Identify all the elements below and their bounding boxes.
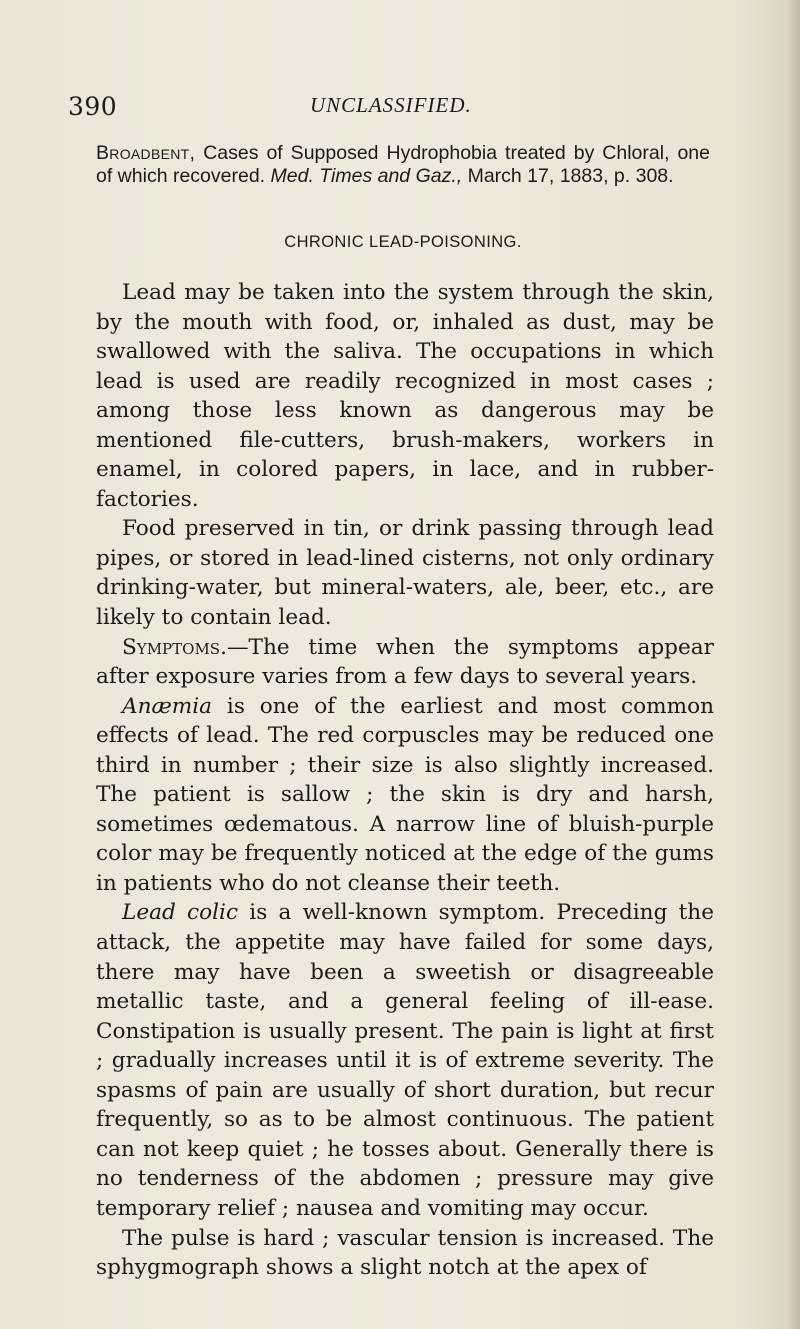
running-head: UNCLASSIFIED. bbox=[310, 93, 472, 117]
paragraph-lead-colic bbox=[96, 898, 714, 1223]
paragraph-pulse: The pulse is hard ; vascular tension is increased. The sphygmograph shows a slight notch at the apex of bbox=[96, 1225, 714, 1281]
citation-title: Cases of Supposed Hydrophobia treated by Chloral, one of which recovered. bbox=[96, 142, 710, 187]
body-text bbox=[96, 278, 714, 1283]
citation-source: Med. Times and Gaz., bbox=[270, 165, 463, 187]
symptoms-lead: Symptoms. bbox=[122, 634, 227, 660]
page-header bbox=[68, 92, 728, 126]
symptoms-text: —The time when the symptoms appear after exposure varies from a few days to several years. bbox=[96, 634, 714, 690]
bibliographic-citation bbox=[96, 142, 710, 188]
lead-colic-text: is a well-known symptom. Preceding the attack, the appetite may have failed for some days, there may have been a sweetish or disagreeable metallic taste, and a general feeling of ill-ease. Constipation is usually present. The pain is light at first ; gradually increases until it is of extreme severity. The spasms of pain are usually of short duration, but recur frequently, so as to be almost continuous. The patient can not keep quiet ; he tosses about. Generally there is no tenderness of the abdomen ; pressure may give temporary relief ; nausea and vomiting may occur. bbox=[96, 900, 714, 1221]
section-heading: CHRONIC LEAD-POISONING. bbox=[284, 233, 522, 251]
page-edge-shadow bbox=[786, 0, 800, 1329]
paragraph-routes: Lead may be taken into the system through the skin, by the mouth with food, or, inhaled as dust, may be swallowed with the saliva. The occupations in which lead is used are readily recognized in most cases ; among those less known as dangerous may be mentioned file-cutters, brush-makers, workers in enamel, in colored papers, in lace, and in rubber-factories. bbox=[96, 280, 714, 512]
citation-date: March 17, 1883, p. 308. bbox=[462, 165, 674, 187]
page-number: 390 bbox=[68, 92, 118, 121]
citation-author: Broadbent, bbox=[96, 142, 196, 164]
anaemia-text: is one of the earliest and most common effects of lead. The red corpuscles may be reduced one third in number ; their size is also slightly increased. The patient is sallow ; the skin is dry and harsh, sometimes œdematous. A narrow line of bluish-purple color may be frequently noticed at the edge of the gums in patients who do not cleanse their teeth. bbox=[96, 693, 714, 896]
paragraph-symptoms bbox=[96, 633, 714, 692]
paragraph-food: Food preserved in tin, or drink passing through lead pipes, or stored in lead-lined cisterns, not only ordinary drinking-water, but mineral-waters, ale, beer, etc., are likely to contain lead. bbox=[96, 516, 714, 631]
anaemia-lead: Anæmia bbox=[122, 693, 213, 719]
lead-colic-lead: Lead colic bbox=[122, 900, 239, 926]
paragraph-anaemia bbox=[96, 692, 714, 899]
